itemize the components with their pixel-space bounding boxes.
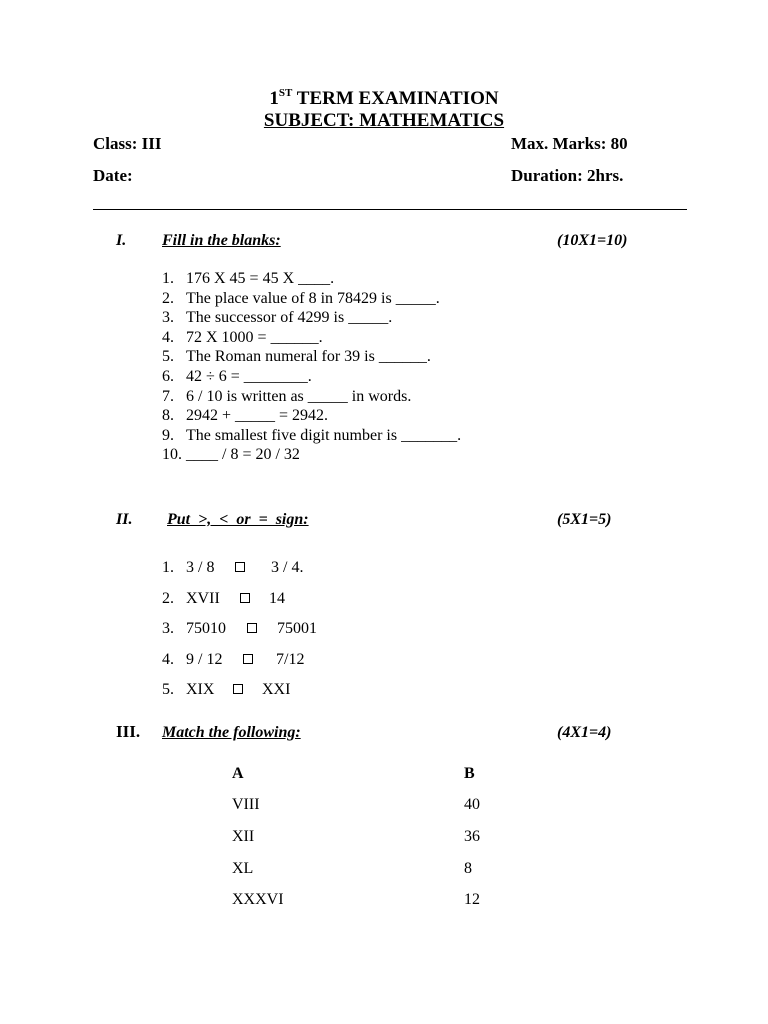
match-a-cell: XL <box>232 860 254 877</box>
question-text: 42 ÷ 6 = ________. <box>186 367 312 385</box>
fill-blanks-list <box>162 269 461 465</box>
header-divider <box>93 209 687 210</box>
item-number: 5. <box>162 681 174 698</box>
list-item <box>162 445 461 465</box>
compare-right: 3 / 4. <box>271 559 304 576</box>
item-number: 4. <box>162 651 174 668</box>
list-item <box>162 328 461 348</box>
compare-right: 14 <box>269 590 285 607</box>
compare-right: 7/12 <box>276 651 305 668</box>
question-number: 8. <box>162 407 174 425</box>
compare-left: 3 / 8 <box>186 559 215 576</box>
question-text: The Roman numeral for 39 is ______. <box>186 348 431 366</box>
class-label: Class: III <box>93 134 162 153</box>
exam-title <box>0 88 768 110</box>
question-number: 2. <box>162 289 174 307</box>
question-text: 72 X 1000 = ______. <box>186 328 323 346</box>
question-text: 2942 + _____ = 2942. <box>186 407 329 425</box>
match-b-cell: 36 <box>464 828 480 845</box>
list-item <box>162 308 461 328</box>
column-b-header: B <box>464 765 475 782</box>
duration: Duration: 2hrs. <box>511 166 624 185</box>
question-text: 6 / 10 is written as _____ in words. <box>186 387 412 405</box>
compare-left: XVII <box>186 590 220 607</box>
item-number: 2. <box>162 590 174 607</box>
list-item <box>162 269 461 289</box>
max-marks: Max. Marks: 80 <box>511 134 628 153</box>
compare-right: XXI <box>262 681 291 698</box>
question-number: 1. <box>162 270 174 287</box>
answer-box[interactable] <box>233 684 243 694</box>
match-b-cell: 40 <box>464 796 480 813</box>
question-number: 10. <box>162 446 182 464</box>
answer-box[interactable] <box>247 623 257 633</box>
item-number: 1. <box>162 559 174 576</box>
compare-left: 75010 <box>186 620 226 637</box>
section-3-title: Match the following: <box>162 724 301 741</box>
list-item <box>162 347 461 367</box>
question-number: 6. <box>162 367 174 385</box>
item-number: 3. <box>162 620 174 637</box>
list-item <box>162 367 461 387</box>
question-text: The successor of 4299 is _____. <box>186 309 393 327</box>
subject-title: SUBJECT: MATHEMATICS <box>263 110 505 131</box>
question-number: 7. <box>162 387 174 405</box>
question-number: 9. <box>162 426 174 444</box>
section-3-marks: (4X1=4) <box>557 724 612 741</box>
date-label: Date: <box>93 166 133 185</box>
section-2-number: II. <box>116 511 133 528</box>
answer-box[interactable] <box>240 593 250 603</box>
match-a-cell: XXXVI <box>232 891 284 908</box>
compare-right: 75001 <box>277 620 317 637</box>
section-1-title: Fill in the blanks: <box>162 232 281 249</box>
question-text: 176 X 45 = 45 X ____. <box>186 270 335 287</box>
compare-left: XIX <box>186 681 215 698</box>
question-number: 3. <box>162 309 174 327</box>
question-text: The place value of 8 in 78429 is _____. <box>186 289 440 307</box>
question-text: ____ / 8 = 20 / 32 <box>186 446 300 464</box>
match-b-cell: 8 <box>464 860 472 877</box>
column-a-header: A <box>232 765 244 782</box>
question-text: The smallest five digit number is _______. <box>186 426 462 444</box>
section-2-marks: (5X1=5) <box>557 511 612 528</box>
compare-left: 9 / 12 <box>186 651 223 668</box>
section-1-marks: (10X1=10) <box>557 232 628 249</box>
question-number: 5. <box>162 348 174 366</box>
title-superscript: ST <box>278 87 293 99</box>
list-item <box>162 387 461 407</box>
list-item <box>162 426 461 446</box>
match-b-cell: 12 <box>464 891 480 908</box>
match-a-cell: XII <box>232 828 255 845</box>
title-rest: TERM EXAMINATION <box>292 88 499 109</box>
section-3-number: III. <box>116 722 141 741</box>
match-a-cell: VIII <box>232 796 260 813</box>
list-item <box>162 406 461 426</box>
section-2-title: Put >, < or = sign: <box>167 511 309 528</box>
answer-box[interactable] <box>235 562 245 572</box>
section-1-number: I. <box>116 232 127 249</box>
title-prefix: 1 <box>269 88 279 109</box>
answer-box[interactable] <box>243 654 253 664</box>
question-number: 4. <box>162 328 174 346</box>
list-item <box>162 289 461 309</box>
